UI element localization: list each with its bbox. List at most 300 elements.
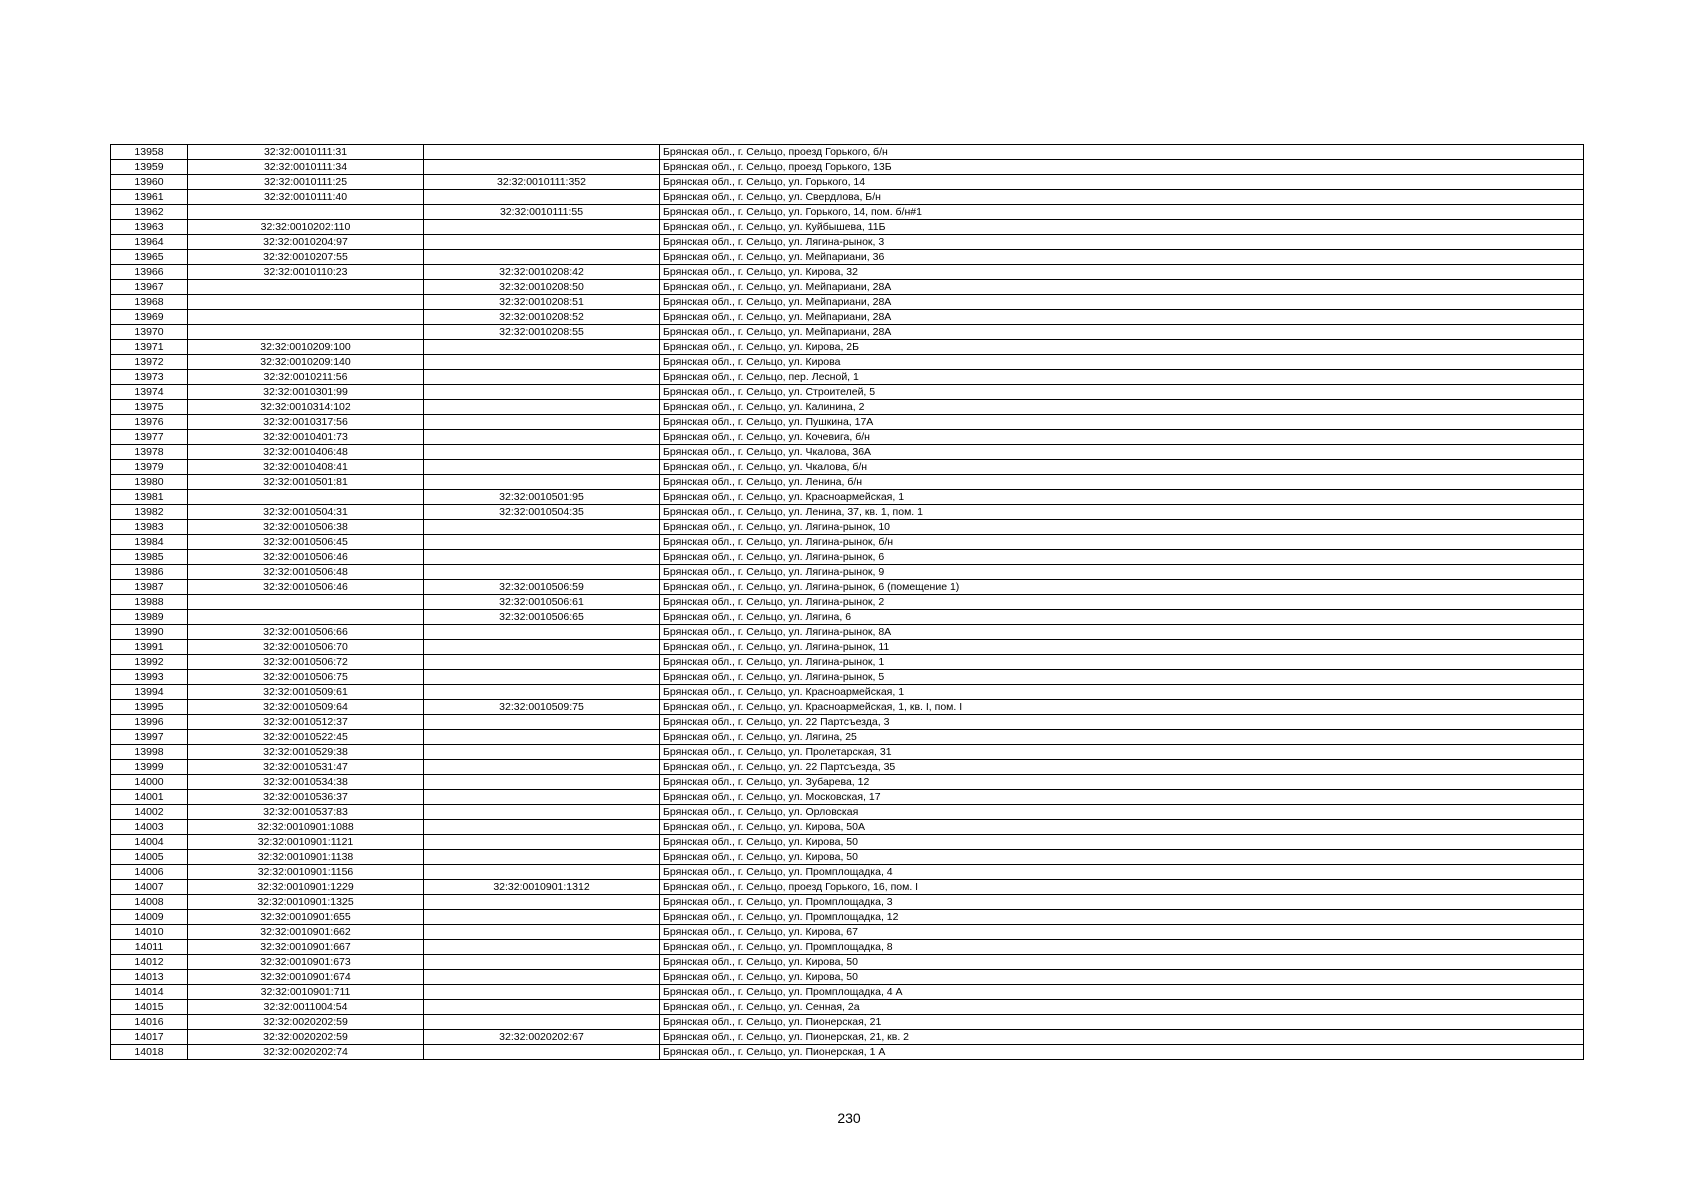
row-number-cell: 13962 xyxy=(111,205,188,220)
row-number-cell: 13976 xyxy=(111,415,188,430)
linked-cadastral-number-cell: 32:32:0020202:67 xyxy=(424,1030,660,1045)
row-number-cell: 14013 xyxy=(111,970,188,985)
address-cell: Брянская обл., г. Сельцо, ул. Промплощадка, 3 xyxy=(660,895,1584,910)
cadastral-number-cell xyxy=(188,325,424,340)
cadastral-number-cell: 32:32:0020202:59 xyxy=(188,1030,424,1045)
registry-table xyxy=(110,144,1584,1060)
cadastral-number-cell: 32:32:0020202:59 xyxy=(188,1015,424,1030)
table-row xyxy=(111,610,1584,625)
cadastral-number-cell: 32:32:0010901:711 xyxy=(188,985,424,1000)
address-cell: Брянская обл., г. Сельцо, ул. Калинина, 2 xyxy=(660,400,1584,415)
row-number-cell: 14014 xyxy=(111,985,188,1000)
table-row xyxy=(111,880,1584,895)
address-cell: Брянская обл., г. Сельцо, ул. Кирова, 32 xyxy=(660,265,1584,280)
cadastral-number-cell: 32:32:0010901:1325 xyxy=(188,895,424,910)
row-number-cell: 13993 xyxy=(111,670,188,685)
address-cell: Брянская обл., г. Сельцо, ул. Красноармейская, 1, кв. I, пом. I xyxy=(660,700,1584,715)
linked-cadastral-number-cell xyxy=(424,745,660,760)
linked-cadastral-number-cell xyxy=(424,415,660,430)
row-number-cell: 13961 xyxy=(111,190,188,205)
table-row xyxy=(111,265,1584,280)
cadastral-number-cell: 32:32:0010512:37 xyxy=(188,715,424,730)
linked-cadastral-number-cell xyxy=(424,385,660,400)
address-cell: Брянская обл., г. Сельцо, ул. Мейпариани, 36 xyxy=(660,250,1584,265)
cadastral-number-cell: 32:32:0010317:56 xyxy=(188,415,424,430)
row-number-cell: 13974 xyxy=(111,385,188,400)
table-row xyxy=(111,355,1584,370)
cadastral-number-cell: 32:32:0010207:55 xyxy=(188,250,424,265)
table-row xyxy=(111,985,1584,1000)
row-number-cell: 13958 xyxy=(111,145,188,160)
table-row xyxy=(111,235,1584,250)
linked-cadastral-number-cell xyxy=(424,445,660,460)
row-number-cell: 13975 xyxy=(111,400,188,415)
address-cell: Брянская обл., г. Сельцо, ул. Свердлова, Б/н xyxy=(660,190,1584,205)
linked-cadastral-number-cell: 32:32:0010111:55 xyxy=(424,205,660,220)
linked-cadastral-number-cell xyxy=(424,940,660,955)
address-cell: Брянская обл., г. Сельцо, ул. Лягина-рынок, 6 (помещение 1) xyxy=(660,580,1584,595)
row-number-cell: 14010 xyxy=(111,925,188,940)
table-row xyxy=(111,535,1584,550)
row-number-cell: 13995 xyxy=(111,700,188,715)
linked-cadastral-number-cell xyxy=(424,430,660,445)
table-row xyxy=(111,685,1584,700)
registry-table-body xyxy=(111,145,1584,1060)
cadastral-number-cell: 32:32:0010401:73 xyxy=(188,430,424,445)
row-number-cell: 13991 xyxy=(111,640,188,655)
cadastral-number-cell: 32:32:0010204:97 xyxy=(188,235,424,250)
table-row xyxy=(111,220,1584,235)
linked-cadastral-number-cell xyxy=(424,145,660,160)
row-number-cell: 13971 xyxy=(111,340,188,355)
linked-cadastral-number-cell xyxy=(424,895,660,910)
table-row xyxy=(111,730,1584,745)
table-row xyxy=(111,790,1584,805)
table-row xyxy=(111,970,1584,985)
cadastral-number-cell xyxy=(188,310,424,325)
cadastral-number-cell: 32:32:0010506:46 xyxy=(188,550,424,565)
address-cell: Брянская обл., г. Сельцо, ул. Кирова, 2Б xyxy=(660,340,1584,355)
table-row xyxy=(111,940,1584,955)
cadastral-number-cell: 32:32:0010901:674 xyxy=(188,970,424,985)
cadastral-number-cell xyxy=(188,205,424,220)
linked-cadastral-number-cell xyxy=(424,640,660,655)
address-cell: Брянская обл., г. Сельцо, ул. Московская, 17 xyxy=(660,790,1584,805)
cadastral-number-cell: 32:32:0010901:1138 xyxy=(188,850,424,865)
row-number-cell: 13983 xyxy=(111,520,188,535)
row-number-cell: 13977 xyxy=(111,430,188,445)
linked-cadastral-number-cell xyxy=(424,625,660,640)
linked-cadastral-number-cell xyxy=(424,850,660,865)
table-row xyxy=(111,400,1584,415)
linked-cadastral-number-cell xyxy=(424,715,660,730)
address-cell: Брянская обл., г. Сельцо, ул. Лягина, 25 xyxy=(660,730,1584,745)
address-cell: Брянская обл., г. Сельцо, ул. Строителей, 5 xyxy=(660,385,1584,400)
row-number-cell: 14008 xyxy=(111,895,188,910)
address-cell: Брянская обл., г. Сельцо, ул. Промплощадка, 12 xyxy=(660,910,1584,925)
address-cell: Брянская обл., г. Сельцо, ул. Лягина-рынок, 1 xyxy=(660,655,1584,670)
table-row xyxy=(111,460,1584,475)
address-cell: Брянская обл., г. Сельцо, ул. Промплощадка, 4 А xyxy=(660,985,1584,1000)
table-row xyxy=(111,805,1584,820)
address-cell: Брянская обл., г. Сельцо, ул. Орловская xyxy=(660,805,1584,820)
linked-cadastral-number-cell xyxy=(424,340,660,355)
cadastral-number-cell: 32:32:0010506:48 xyxy=(188,565,424,580)
row-number-cell: 14012 xyxy=(111,955,188,970)
row-number-cell: 13984 xyxy=(111,535,188,550)
linked-cadastral-number-cell xyxy=(424,670,660,685)
address-cell: Брянская обл., г. Сельцо, ул. Лягина-рынок, 9 xyxy=(660,565,1584,580)
address-cell: Брянская обл., г. Сельцо, ул. Ленина, 37, кв. 1, пом. 1 xyxy=(660,505,1584,520)
linked-cadastral-number-cell xyxy=(424,955,660,970)
address-cell: Брянская обл., г. Сельцо, ул. Лягина-рынок, 2 xyxy=(660,595,1584,610)
table-row xyxy=(111,175,1584,190)
linked-cadastral-number-cell xyxy=(424,160,660,175)
table-row xyxy=(111,895,1584,910)
cadastral-number-cell: 32:32:0010522:45 xyxy=(188,730,424,745)
row-number-cell: 13988 xyxy=(111,595,188,610)
cadastral-number-cell xyxy=(188,490,424,505)
cadastral-number-cell: 32:32:0010901:1121 xyxy=(188,835,424,850)
row-number-cell: 14006 xyxy=(111,865,188,880)
address-cell: Брянская обл., г. Сельцо, ул. 22 Партсъезда, 3 xyxy=(660,715,1584,730)
table-row xyxy=(111,700,1584,715)
cadastral-number-cell xyxy=(188,610,424,625)
linked-cadastral-number-cell xyxy=(424,775,660,790)
table-row xyxy=(111,1045,1584,1060)
cadastral-number-cell: 32:32:0010209:140 xyxy=(188,355,424,370)
address-cell: Брянская обл., г. Сельцо, ул. Лягина-рынок, 8А xyxy=(660,625,1584,640)
row-number-cell: 14016 xyxy=(111,1015,188,1030)
row-number-cell: 13968 xyxy=(111,295,188,310)
cadastral-number-cell: 32:32:0010901:673 xyxy=(188,955,424,970)
cadastral-number-cell: 32:32:0010506:70 xyxy=(188,640,424,655)
row-number-cell: 14015 xyxy=(111,1000,188,1015)
linked-cadastral-number-cell xyxy=(424,985,660,1000)
cadastral-number-cell: 32:32:0010202:110 xyxy=(188,220,424,235)
row-number-cell: 14004 xyxy=(111,835,188,850)
row-number-cell: 14007 xyxy=(111,880,188,895)
row-number-cell: 13963 xyxy=(111,220,188,235)
cadastral-number-cell: 32:32:0010408:41 xyxy=(188,460,424,475)
table-row xyxy=(111,910,1584,925)
row-number-cell: 13985 xyxy=(111,550,188,565)
row-number-cell: 13960 xyxy=(111,175,188,190)
cadastral-number-cell: 32:32:0010111:40 xyxy=(188,190,424,205)
table-row xyxy=(111,835,1584,850)
row-number-cell: 14009 xyxy=(111,910,188,925)
table-row xyxy=(111,310,1584,325)
table-row xyxy=(111,475,1584,490)
row-number-cell: 14002 xyxy=(111,805,188,820)
address-cell: Брянская обл., г. Сельцо, ул. Пионерская, 21, кв. 2 xyxy=(660,1030,1584,1045)
linked-cadastral-number-cell xyxy=(424,970,660,985)
table-row xyxy=(111,655,1584,670)
table-row xyxy=(111,280,1584,295)
table-row xyxy=(111,1015,1584,1030)
linked-cadastral-number-cell xyxy=(424,535,660,550)
address-cell: Брянская обл., г. Сельцо, ул. Пушкина, 17А xyxy=(660,415,1584,430)
address-cell: Брянская обл., г. Сельцо, ул. Красноармейская, 1 xyxy=(660,490,1584,505)
address-cell: Брянская обл., г. Сельцо, ул. Лягина-рынок, 11 xyxy=(660,640,1584,655)
row-number-cell: 13998 xyxy=(111,745,188,760)
cadastral-number-cell: 32:32:0010529:38 xyxy=(188,745,424,760)
linked-cadastral-number-cell xyxy=(424,655,660,670)
address-cell: Брянская обл., г. Сельцо, ул. Чкалова, б/н xyxy=(660,460,1584,475)
row-number-cell: 13959 xyxy=(111,160,188,175)
table-row xyxy=(111,430,1584,445)
table-row xyxy=(111,640,1584,655)
linked-cadastral-number-cell xyxy=(424,835,660,850)
address-cell: Брянская обл., г. Сельцо, ул. Промплощадка, 8 xyxy=(660,940,1584,955)
address-cell: Брянская обл., г. Сельцо, ул. Мейпариани, 28А xyxy=(660,280,1584,295)
table-row xyxy=(111,820,1584,835)
row-number-cell: 14001 xyxy=(111,790,188,805)
linked-cadastral-number-cell xyxy=(424,370,660,385)
linked-cadastral-number-cell: 32:32:0010208:42 xyxy=(424,265,660,280)
row-number-cell: 13978 xyxy=(111,445,188,460)
cadastral-number-cell: 32:32:0010531:47 xyxy=(188,760,424,775)
linked-cadastral-number-cell xyxy=(424,790,660,805)
cadastral-number-cell: 32:32:0020202:74 xyxy=(188,1045,424,1060)
row-number-cell: 13989 xyxy=(111,610,188,625)
table-row xyxy=(111,565,1584,580)
linked-cadastral-number-cell: 32:32:0010501:95 xyxy=(424,490,660,505)
row-number-cell: 13996 xyxy=(111,715,188,730)
linked-cadastral-number-cell: 32:32:0010504:35 xyxy=(424,505,660,520)
row-number-cell: 13969 xyxy=(111,310,188,325)
table-row xyxy=(111,415,1584,430)
address-cell: Брянская обл., г. Сельцо, ул. Кочевига, б/н xyxy=(660,430,1584,445)
address-cell: Брянская обл., г. Сельцо, ул. Лягина, 6 xyxy=(660,610,1584,625)
address-cell: Брянская обл., г. Сельцо, ул. 22 Партсъезда, 35 xyxy=(660,760,1584,775)
linked-cadastral-number-cell: 32:32:0010506:59 xyxy=(424,580,660,595)
cadastral-number-cell: 32:32:0010901:655 xyxy=(188,910,424,925)
linked-cadastral-number-cell xyxy=(424,865,660,880)
linked-cadastral-number-cell xyxy=(424,1000,660,1015)
address-cell: Брянская обл., г. Сельцо, ул. Пионерская, 1 А xyxy=(660,1045,1584,1060)
cadastral-number-cell: 32:32:0010209:100 xyxy=(188,340,424,355)
table-row xyxy=(111,745,1584,760)
table-row xyxy=(111,520,1584,535)
table-row xyxy=(111,1000,1584,1015)
address-cell: Брянская обл., г. Сельцо, ул. Мейпариани, 28А xyxy=(660,310,1584,325)
row-number-cell: 13970 xyxy=(111,325,188,340)
table-row xyxy=(111,595,1584,610)
linked-cadastral-number-cell xyxy=(424,925,660,940)
table-row xyxy=(111,925,1584,940)
address-cell: Брянская обл., г. Сельцо, ул. Кирова, 50А xyxy=(660,820,1584,835)
linked-cadastral-number-cell xyxy=(424,730,660,745)
linked-cadastral-number-cell xyxy=(424,520,660,535)
linked-cadastral-number-cell xyxy=(424,355,660,370)
cadastral-number-cell: 32:32:0010506:45 xyxy=(188,535,424,550)
cadastral-number-cell: 32:32:0010501:81 xyxy=(188,475,424,490)
row-number-cell: 13987 xyxy=(111,580,188,595)
address-cell: Брянская обл., г. Сельцо, ул. Ленина, б/н xyxy=(660,475,1584,490)
table-row xyxy=(111,550,1584,565)
table-row xyxy=(111,505,1584,520)
table-row xyxy=(111,760,1584,775)
table-row xyxy=(111,370,1584,385)
row-number-cell: 13981 xyxy=(111,490,188,505)
row-number-cell: 14003 xyxy=(111,820,188,835)
row-number-cell: 13990 xyxy=(111,625,188,640)
cadastral-number-cell: 32:32:0010211:56 xyxy=(188,370,424,385)
row-number-cell: 14017 xyxy=(111,1030,188,1045)
linked-cadastral-number-cell: 32:32:0010506:61 xyxy=(424,595,660,610)
address-cell: Брянская обл., г. Сельцо, ул. Зубарева, 12 xyxy=(660,775,1584,790)
address-cell: Брянская обл., г. Сельцо, ул. Горького, 14 xyxy=(660,175,1584,190)
linked-cadastral-number-cell: 32:32:0010506:65 xyxy=(424,610,660,625)
linked-cadastral-number-cell xyxy=(424,460,660,475)
linked-cadastral-number-cell xyxy=(424,760,660,775)
row-number-cell: 13966 xyxy=(111,265,188,280)
table-row xyxy=(111,160,1584,175)
address-cell: Брянская обл., г. Сельцо, проезд Горького, 13Б xyxy=(660,160,1584,175)
address-cell: Брянская обл., г. Сельцо, ул. Кирова, 50 xyxy=(660,955,1584,970)
cadastral-number-cell xyxy=(188,295,424,310)
row-number-cell: 13965 xyxy=(111,250,188,265)
row-number-cell: 13973 xyxy=(111,370,188,385)
address-cell: Брянская обл., г. Сельцо, ул. Кирова xyxy=(660,355,1584,370)
table-row xyxy=(111,490,1584,505)
address-cell: Брянская обл., г. Сельцо, ул. Лягина-рынок, б/н xyxy=(660,535,1584,550)
linked-cadastral-number-cell: 32:32:0010208:52 xyxy=(424,310,660,325)
table-row xyxy=(111,445,1584,460)
row-number-cell: 13997 xyxy=(111,730,188,745)
table-row xyxy=(111,190,1584,205)
table-row xyxy=(111,670,1584,685)
table-row xyxy=(111,715,1584,730)
address-cell: Брянская обл., г. Сельцо, ул. Сенная, 2а xyxy=(660,1000,1584,1015)
row-number-cell: 13979 xyxy=(111,460,188,475)
linked-cadastral-number-cell: 32:32:0010111:352 xyxy=(424,175,660,190)
table-row xyxy=(111,775,1584,790)
cadastral-number-cell: 32:32:0010509:64 xyxy=(188,700,424,715)
table-row xyxy=(111,865,1584,880)
linked-cadastral-number-cell: 32:32:0010208:50 xyxy=(424,280,660,295)
cadastral-number-cell: 32:32:0010111:25 xyxy=(188,175,424,190)
linked-cadastral-number-cell: 32:32:0010208:55 xyxy=(424,325,660,340)
row-number-cell: 14005 xyxy=(111,850,188,865)
address-cell: Брянская обл., г. Сельцо, ул. Кирова, 50 xyxy=(660,970,1584,985)
cadastral-number-cell: 32:32:0010534:38 xyxy=(188,775,424,790)
table-row xyxy=(111,340,1584,355)
row-number-cell: 13994 xyxy=(111,685,188,700)
address-cell: Брянская обл., г. Сельцо, ул. Кирова, 50 xyxy=(660,850,1584,865)
cadastral-number-cell: 32:32:0010314:102 xyxy=(188,400,424,415)
address-cell: Брянская обл., г. Сельцо, ул. Лягина-рынок, 5 xyxy=(660,670,1584,685)
cadastral-number-cell: 32:32:0010301:99 xyxy=(188,385,424,400)
address-cell: Брянская обл., г. Сельцо, ул. Горького, 14, пом. б/н#1 xyxy=(660,205,1584,220)
cadastral-number-cell: 32:32:0010901:667 xyxy=(188,940,424,955)
address-cell: Брянская обл., г. Сельцо, ул. Мейпариани, 28А xyxy=(660,295,1584,310)
table-row xyxy=(111,1030,1584,1045)
row-number-cell: 13992 xyxy=(111,655,188,670)
cadastral-number-cell: 32:32:0010901:1229 xyxy=(188,880,424,895)
address-cell: Брянская обл., г. Сельцо, ул. Пролетарская, 31 xyxy=(660,745,1584,760)
linked-cadastral-number-cell: 32:32:0010509:75 xyxy=(424,700,660,715)
table-row xyxy=(111,625,1584,640)
cadastral-number-cell: 32:32:0010506:72 xyxy=(188,655,424,670)
table-row xyxy=(111,580,1584,595)
row-number-cell: 14011 xyxy=(111,940,188,955)
linked-cadastral-number-cell xyxy=(424,1045,660,1060)
linked-cadastral-number-cell: 32:32:0010901:1312 xyxy=(424,880,660,895)
address-cell: Брянская обл., г. Сельцо, ул. Мейпариани, 28А xyxy=(660,325,1584,340)
address-cell: Брянская обл., г. Сельцо, ул. Лягина-рынок, 10 xyxy=(660,520,1584,535)
row-number-cell: 13980 xyxy=(111,475,188,490)
cadastral-number-cell: 32:32:0010110:23 xyxy=(188,265,424,280)
table-row xyxy=(111,205,1584,220)
table-row xyxy=(111,325,1584,340)
linked-cadastral-number-cell xyxy=(424,910,660,925)
table-row xyxy=(111,250,1584,265)
linked-cadastral-number-cell xyxy=(424,820,660,835)
cadastral-number-cell: 32:32:0011004:54 xyxy=(188,1000,424,1015)
page-number: 230 xyxy=(837,1110,861,1126)
cadastral-number-cell: 32:32:0010509:61 xyxy=(188,685,424,700)
cadastral-number-cell: 32:32:0010901:1088 xyxy=(188,820,424,835)
table-row xyxy=(111,295,1584,310)
address-cell: Брянская обл., г. Сельцо, пер. Лесной, 1 xyxy=(660,370,1584,385)
table-row xyxy=(111,145,1584,160)
cadastral-number-cell: 32:32:0010506:46 xyxy=(188,580,424,595)
address-cell: Брянская обл., г. Сельцо, ул. Лягина-рынок, 3 xyxy=(660,235,1584,250)
table-row xyxy=(111,955,1584,970)
cadastral-number-cell: 32:32:0010506:38 xyxy=(188,520,424,535)
row-number-cell: 13982 xyxy=(111,505,188,520)
linked-cadastral-number-cell: 32:32:0010208:51 xyxy=(424,295,660,310)
cadastral-number-cell: 32:32:0010406:48 xyxy=(188,445,424,460)
address-cell: Брянская обл., г. Сельцо, ул. Куйбышева, 11Б xyxy=(660,220,1584,235)
cadastral-number-cell: 32:32:0010504:31 xyxy=(188,505,424,520)
linked-cadastral-number-cell xyxy=(424,400,660,415)
address-cell: Брянская обл., г. Сельцо, проезд Горького, 16, пом. I xyxy=(660,880,1584,895)
row-number-cell: 13999 xyxy=(111,760,188,775)
linked-cadastral-number-cell xyxy=(424,1015,660,1030)
row-number-cell: 13967 xyxy=(111,280,188,295)
table-row xyxy=(111,385,1584,400)
row-number-cell: 13986 xyxy=(111,565,188,580)
address-cell: Брянская обл., г. Сельцо, ул. Чкалова, 36А xyxy=(660,445,1584,460)
row-number-cell: 14000 xyxy=(111,775,188,790)
address-cell: Брянская обл., г. Сельцо, проезд Горького, б/н xyxy=(660,145,1584,160)
linked-cadastral-number-cell xyxy=(424,250,660,265)
cadastral-number-cell xyxy=(188,595,424,610)
linked-cadastral-number-cell xyxy=(424,235,660,250)
cadastral-number-cell: 32:32:0010506:66 xyxy=(188,625,424,640)
cadastral-number-cell: 32:32:0010901:1156 xyxy=(188,865,424,880)
address-cell: Брянская обл., г. Сельцо, ул. Красноармейская, 1 xyxy=(660,685,1584,700)
address-cell: Брянская обл., г. Сельцо, ул. Пионерская, 21 xyxy=(660,1015,1584,1030)
linked-cadastral-number-cell xyxy=(424,190,660,205)
linked-cadastral-number-cell xyxy=(424,805,660,820)
cadastral-number-cell: 32:32:0010111:34 xyxy=(188,160,424,175)
table-row xyxy=(111,850,1584,865)
linked-cadastral-number-cell xyxy=(424,550,660,565)
row-number-cell: 13972 xyxy=(111,355,188,370)
address-cell: Брянская обл., г. Сельцо, ул. Лягина-рынок, 6 xyxy=(660,550,1584,565)
linked-cadastral-number-cell xyxy=(424,220,660,235)
address-cell: Брянская обл., г. Сельцо, ул. Промплощадка, 4 xyxy=(660,865,1584,880)
address-cell: Брянская обл., г. Сельцо, ул. Кирова, 67 xyxy=(660,925,1584,940)
cadastral-number-cell: 32:32:0010111:31 xyxy=(188,145,424,160)
cadastral-number-cell: 32:32:0010901:662 xyxy=(188,925,424,940)
linked-cadastral-number-cell xyxy=(424,565,660,580)
cadastral-number-cell: 32:32:0010506:75 xyxy=(188,670,424,685)
